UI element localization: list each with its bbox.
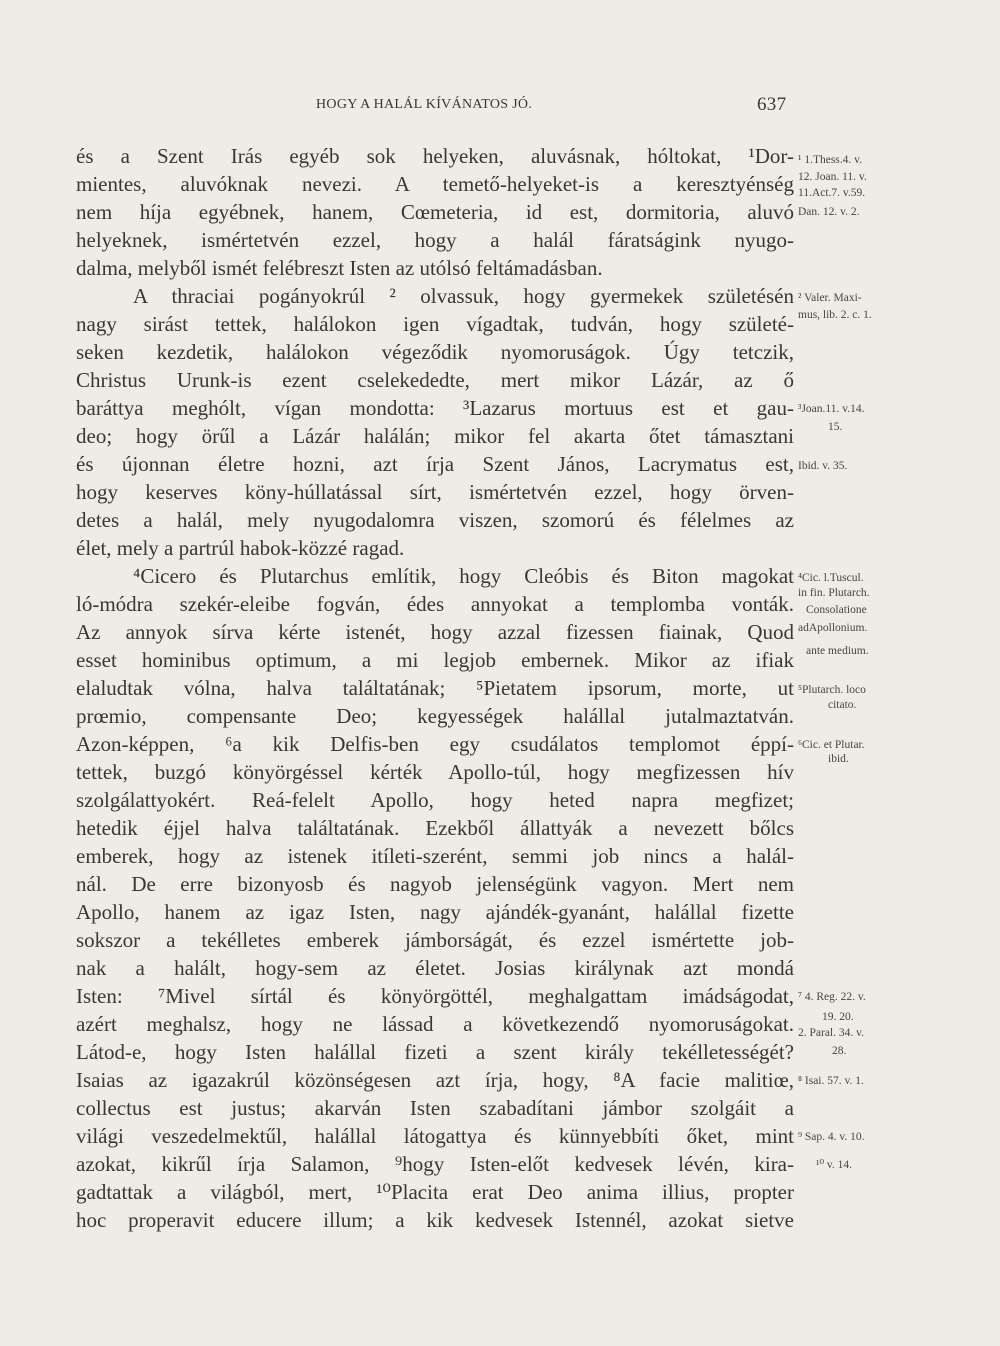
margin-note: ¹ 1.Thess.4. v. bbox=[798, 154, 863, 166]
text-line: detes a halál, mely nyugodalomra viszen, szomorú és félelmes az bbox=[76, 508, 794, 532]
text-line: nagy sirást tettek, halálokon igen vígadtak, tudván, hogy születé- bbox=[76, 312, 794, 336]
margin-note: ⁸ Isai. 57. v. 1. bbox=[798, 1075, 864, 1087]
text-line: hogy keserves köny-húllatással sírt, ismértetvén ezzel, hogy örven- bbox=[76, 480, 794, 504]
text-line: tettek, buzgó könyörgéssel kérték Apollo-túl, hogy megfizessen hív bbox=[76, 760, 794, 784]
text-line: Azon-képpen, ⁶a kik Delfis-ben egy csudálatos templomot éppí- bbox=[76, 732, 794, 756]
text-line: hetedik éjjel halva találtatának. Ezekből állattyák a nevezett bőlcs bbox=[76, 816, 794, 840]
text-line: azokat, kikrűl írja Salamon, ⁹hogy Isten-előt kedvesek lévén, kira- bbox=[76, 1152, 794, 1176]
page-number: 637 bbox=[757, 94, 787, 115]
running-title: HOGY A HALÁL KÍVÁNATOS JÓ. bbox=[316, 97, 533, 112]
text-line: Apollo, hanem az igaz Isten, nagy ajándék-gyanánt, halállal fizette bbox=[76, 900, 794, 924]
margin-note: ⁶Cic. et Plutar. bbox=[798, 739, 865, 751]
margin-note: ² Valer. Maxi- bbox=[798, 292, 862, 304]
text-line: dalma, melyből ismét felébreszt Isten az utólsó feltámadásban. bbox=[76, 256, 603, 280]
text-line: világi veszedelmektűl, halállal látogattya és künnyebbíti őket, mint bbox=[76, 1124, 794, 1148]
margin-note: 11.Act.7. v.59. bbox=[798, 187, 866, 199]
text-line: Látod-e, hogy Isten halállal fizeti a szent király tekélletességét? bbox=[76, 1040, 794, 1064]
margin-note: ³Joan.11. v.14. bbox=[798, 403, 865, 415]
text-line: A thraciai pogányokrúl ² olvassuk, hogy gyermekek születésén bbox=[133, 284, 794, 308]
margin-note: 15. bbox=[828, 421, 843, 433]
text-line: Isaias az igazakrúl közönségesen azt írja, hogy, ⁸A facie malitiœ, bbox=[76, 1068, 794, 1092]
margin-note: ¹⁰ v. 14. bbox=[816, 1159, 853, 1171]
margin-note: Dan. 12. v. 2. bbox=[798, 206, 860, 218]
text-line: emberek, hogy az istenek itíleti-szerént, semmi job nincs a halál- bbox=[76, 844, 794, 868]
margin-note: ibid. bbox=[828, 753, 849, 765]
margin-note: ⁹ Sap. 4. v. 10. bbox=[798, 1131, 865, 1143]
margin-note: citato. bbox=[828, 699, 857, 711]
margin-note: adApollonium. bbox=[798, 622, 868, 634]
text-line: collectus est justus; akarván Isten szabadítani jámbor szolgáit a bbox=[76, 1096, 794, 1120]
text-line: ló-módra szekér-eleibe fogván, édes annyokat a templomba vonták. bbox=[76, 592, 794, 616]
text-line: Christus Urunk-is ezent cselekededte, mert mikor Lázár, az ő bbox=[76, 368, 794, 392]
text-line: szolgálattyokért. Reá-felelt Apollo, hogy heted napra megfizet; bbox=[76, 788, 794, 812]
margin-note: 19. 20. bbox=[822, 1011, 854, 1023]
text-line: és újonnan életre hozni, azt írja Szent János, Lacrymatus est, bbox=[76, 452, 794, 476]
text-line: és a Szent Irás egyéb sok helyeken, aluvásnak, hóltokat, ¹Dor- bbox=[76, 144, 794, 168]
margin-note: ante medium. bbox=[806, 645, 869, 657]
text-line: helyeknek, ismértetvén ezzel, hogy a halál fáratságink nyugo- bbox=[76, 228, 794, 252]
text-line: nem híja egyébnek, hanem, Cœmeteria, id est, dormitoria, aluvó bbox=[76, 200, 794, 224]
text-line: prœmio, compensante Deo; kegyességek halállal jutalmaztatván. bbox=[76, 704, 794, 728]
margin-note: Ibid. v. 35. bbox=[798, 460, 848, 472]
margin-note: in fin. Plutarch. bbox=[798, 587, 870, 599]
text-line: deo; hogy örűl a Lázár halálán; mikor fel akarta őtet támasztani bbox=[76, 424, 794, 448]
text-line: Isten: ⁷Mivel sírtál és könyörgöttél, meghalgattam imádságodat, bbox=[76, 984, 794, 1008]
margin-note: 12. Joan. 11. v. bbox=[798, 171, 867, 183]
text-line: azért meghalsz, hogy ne lássad a következendő nyomoruságokat. bbox=[76, 1012, 794, 1036]
margin-note: Consolatione bbox=[806, 604, 867, 616]
margin-note: 28. bbox=[832, 1045, 847, 1057]
text-line: nál. De erre bizonyosb és nagyob jelenségünk vagyon. Mert nem bbox=[76, 872, 794, 896]
text-line: baráttya meghólt, vígan mondotta: ³Lazarus mortuus est et gau- bbox=[76, 396, 794, 420]
text-line: ⁴Cicero és Plutarchus említik, hogy Cleóbis és Biton magokat bbox=[133, 564, 794, 588]
margin-note: 2. Paral. 34. v. bbox=[798, 1027, 865, 1039]
text-line: gadtattak a világból, mert, ¹⁰Placita erat Deo anima illius, propter bbox=[76, 1180, 794, 1204]
text-line: mientes, aluvóknak nevezi. A temető-helyeket-is a keresztyénség bbox=[76, 172, 794, 196]
margin-note: ⁴Cic. l.Tuscul. bbox=[798, 572, 864, 584]
margin-note: mus, lib. 2. c. 1. bbox=[798, 309, 872, 321]
margin-note: ⁷ 4. Reg. 22. v. bbox=[798, 991, 866, 1003]
text-line: nak a halált, hogy-sem az életet. Josias királynak azt mondá bbox=[76, 956, 794, 980]
text-line: esset hominibus optimum, a mi legjob embernek. Mikor az ifiak bbox=[76, 648, 794, 672]
margin-note: ⁵Plutarch. loco bbox=[798, 684, 866, 696]
text-line: hoc properavit educere illum; a kik kedvesek Istennél, azokat sietve bbox=[76, 1208, 794, 1232]
text-line: élet, mely a partrúl habok-közzé ragad. bbox=[76, 536, 405, 560]
text-line: seken kezdetik, halálokon végeződik nyomoruságok. Úgy tetczik, bbox=[76, 340, 794, 364]
text-line: Az annyok sírva kérte istenét, hogy azzal fizessen fiainak, Quod bbox=[76, 620, 794, 644]
text-line: elaludtak vólna, halva találtatának; ⁵Pietatem ipsorum, morte, ut bbox=[76, 676, 794, 700]
text-line: sokszor a tekélletes emberek jámborságát, és ezzel ismértette job- bbox=[76, 928, 794, 952]
running-header bbox=[0, 94, 1000, 121]
